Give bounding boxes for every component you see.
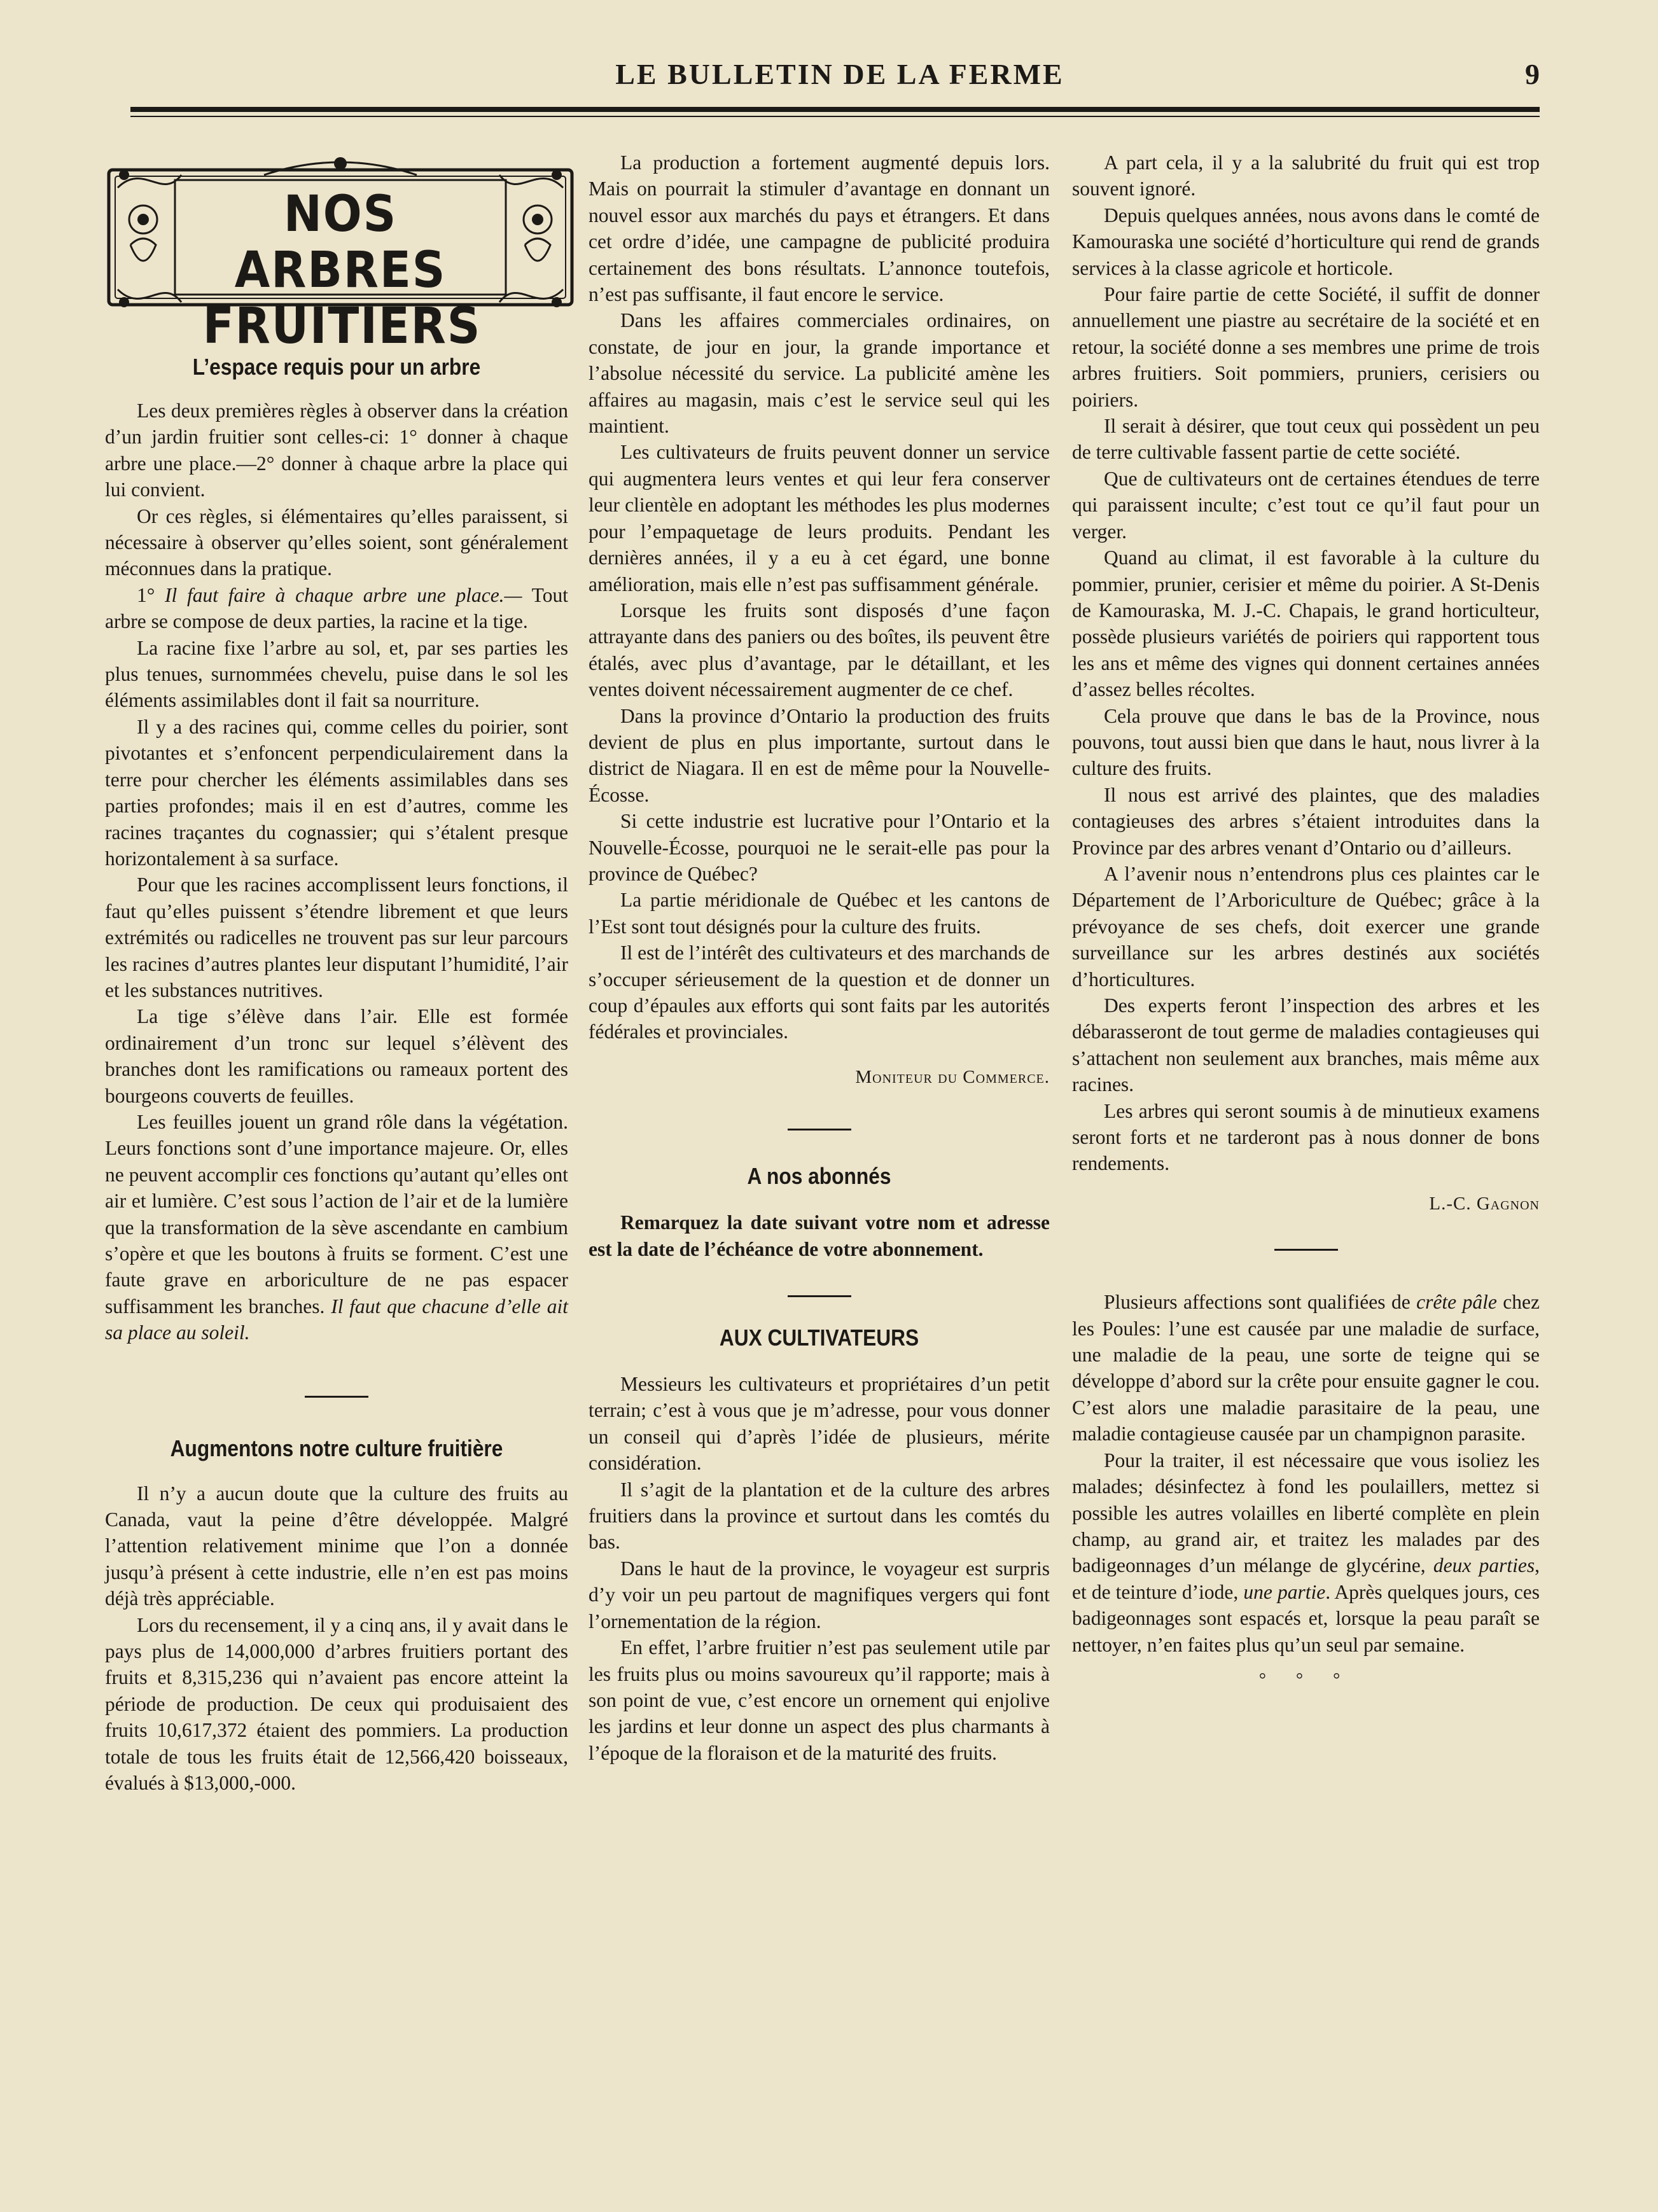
paragraph: Il serait à désirer, que tout ceux qui possèdent un peu de terre cultivable fassent partie de cette société. (1072, 415, 1540, 464)
text-run: chez les Poules: l’une est causée par une maladie de surface, une maladie de la peau, une sorte de teigne qui se développe d’abord sur la crête pour ensuite gagner le cou. C’est alors une maladie parasitaire de la peau, une maladie contagieuse causée par un champignon parasite. (1072, 1291, 1540, 1445)
paragraph: Les arbres qui seront soumis à de minutieux examens seront forts et ne tarderont pas à nous donner de bons rendements. (1072, 1099, 1540, 1175)
paragraph: Lors du recensement, il y a cinq ans, il y avait dans le pays plus de 14,000,000 d’arbres fruitiers portant des fruits et 8,315,236 qui n’avaient pas encore atteint la période de production. De ceux qui produisaient des fruits 10,617,372 étaient des pommiers. La production totale de tous les fruits était de 12,566,420 boisseaux, évalués à $13,000,-000. (105, 1613, 568, 1795)
paragraph: Les deux premières règles à observer dans la création d’un jardin fruitier sont celles-ci: 1° donner à chaque arbre une place.—2° donner à chaque arbre la place qui lui convient. (105, 400, 568, 501)
paragraph: Depuis quelques années, nous avons dans le comté de Kamouraska une société d’horticulture qui rend de grands services à la classe agricole et horticole. (1072, 204, 1540, 279)
text-run: Pour la traiter, il est nécessaire que vous isoliez les malades; désinfectez à fond les poulaillers, mettez si possible les autres volailles en liberté complète en plein champ, au grand air, et traitez les malades par des badigeonnages d’un mélange de glycérine, (1072, 1449, 1540, 1577)
subscriber-notice: Remarquez la date suivant votre nom et adresse est la date de l’échéance de votre abonnement. (589, 1211, 1050, 1260)
paragraph: La partie méridionale de Québec et les cantons de l’Est sont tout désignés pour la culture des fruits. (589, 889, 1050, 938)
notice-heading-abonnes: A nos abonnés (747, 1163, 891, 1190)
publication-title: LE BULLETIN DE LA FERME (615, 58, 1064, 90)
paragraph: Quand au climat, il est favorable à la culture du pommier, prunier, cerisier et même du poirier. A St-Denis de Kamouraska, M. J.-C. Chapais, le grand horticulteur, possède plusieurs variétés de poiriers qui rapportent tous les ans et même des vignes qui donnent certaines années d’assez belles récoltes. (1072, 546, 1540, 701)
signature-gagnon: L.-C. Gagnon (1429, 1193, 1540, 1214)
paragraph: Il y a des racines qui, comme celles du poirier, sont pivotantes et s’enfoncent perpendiculairement dans la terre pour chercher les éléments assimilables dans ses parties profondes; mais il en est d’autres, comme les racines traçantes du cognassier; qui s’étalent presque horizontalement à sa surface. (105, 715, 568, 870)
emphasis-text: crête pâle (1416, 1291, 1497, 1314)
paragraph (105, 1109, 568, 1346)
article-heading-espace: L’espace requis pour un arbre (192, 354, 481, 380)
paragraph (1072, 1289, 1540, 1447)
paragraph: Dans la province d’Ontario la production des fruits devient de plus en plus importante, surtout dans le district de Niagara. Il en est de même pour la Nouvelle-Écosse. (589, 704, 1050, 806)
paragraph: Dans le haut de la province, le voyageur est surpris d’y voir un peu partout de magnifiques vergers qui font l’ornementation de la région. (589, 1557, 1050, 1632)
paragraph: La production a fortement augmenté depuis lors. Mais on pourrait la stimuler d’avantage en donnant un nouvel essor aux marchés du pays et étrangers. Et dans cet ordre d’idée, une campagne de publicité produira certainement des bons résultats. L’annonce toutefois, n’est pas suffisante, il faut encore le service. (589, 151, 1050, 306)
emphasis-text: Il faut que chacune d’elle ait sa place au soleil. (105, 1295, 568, 1344)
paragraph: Pour faire partie de cette Société, il suffit de donner annuellement une piastre au secrétaire de la société et en retour, la société donne a ses membres une prime de trois arbres fruitiers. Soit pommiers, pruniers, cerisiers ou poiriers. (1072, 283, 1540, 411)
column-3 (1072, 150, 1540, 1693)
paragraph: Or ces règles, si élémentaires qu’elles paraissent, si nécessaire à observer qu’elles soient, sont généralement méconnues dans la pratique. (105, 504, 568, 580)
text-run: Plusieurs affections sont qualifiées de (1104, 1291, 1417, 1314)
banner-title (202, 186, 482, 355)
paragraph: Il nous est arrivé des plaintes, que des maladies contagieuses des arbres s’étaient introduites dans la Province par des arbres venant d’Ontario ou d’ailleurs. (1072, 783, 1540, 859)
paragraph: A part cela, il y a la salubrité du fruit qui est trop souvent ignoré. (1072, 151, 1540, 200)
text-run: . Après quelques jours, ces badigeonnages sont espacés et, lorsque la peau paraît se nettoyer, n’en faites plus qu’un seul par semaine. (1072, 1580, 1540, 1656)
paragraph: La tige s’élève dans l’air. Elle est formée ordinairement d’un tronc sur lequel s’élèvent des branches dont les ramifications ou rameaux portent des bourgeons couverts de feuilles. (105, 1005, 568, 1107)
article-heading-augmentons: Augmentons notre culture fruitière (170, 1435, 503, 1461)
signature-moniteur: Moniteur du Commerce. (855, 1066, 1050, 1087)
paragraph: A l’avenir nous n’entendrons plus ces plaintes car le Département de l’Arboriculture de Québec; grâce à la prévoyance de ses chefs, doit exercer une grande surveillance sur les arbres destinés aux sociétés d’horticultures. (1072, 862, 1540, 991)
paragraph: Si cette industrie est lucrative pour l’Ontario et la Nouvelle-Écosse, pourquoi ne le serait-elle pas pour la province de Québec? (589, 810, 1050, 885)
paragraph: Que de cultivateurs ont de certaines étendues de terre qui paraissent inculte; c’est tout ce qu’il faut pour un verger. (1072, 467, 1540, 543)
text-run: Les feuilles jouent un grand rôle dans la végétation. Leurs fonctions sont d’une importance majeure. Or, elles ne peuvent accomplir ces fonctions qu’autant qu’elles ont air et lumière. C’est sous l’action de l’air et de la lumière que la transformation de la sève ascendante en cambium s’opère et que les boutons à fruits se forment. C’est une faute grave en arboriculture de ne pas espacer suffisamment les branches. (105, 1110, 568, 1318)
text-run: 1° (137, 583, 165, 606)
paragraph (105, 582, 568, 635)
section-banner (105, 150, 576, 355)
emphasis-text: Il faut faire à chaque arbre une place.— (165, 583, 522, 606)
column-1 (105, 150, 568, 1797)
paragraph: Lorsque les fruits sont disposés d’une façon attrayante dans des paniers ou des boîtes, ils peuvent être étalés, avec plus d’avantage, par le détaillant, et les ventes doivent nécessairement augmenter de ce chef. (589, 599, 1050, 701)
paragraph: En effet, l’arbre fruitier n’est pas seulement utile par les fruits plus ou moins savoureux qu’il rapporte; mais à son point de vue, c’est encore un ornement qui enjolive les jardins et leur donne un aspect des plus charmants à l’époque de la floraison et de la maturité des fruits. (589, 1636, 1050, 1764)
closing-ornament: ° ° ° (1258, 1669, 1353, 1690)
header-rule-thin (130, 116, 1540, 117)
paragraph: Messieurs les cultivateurs et propriétaires d’un petit terrain; c’est à vous que je m’adresse, pour vous donner un conseil qui d’après l’idée de plusieurs, mérite considération. (589, 1373, 1050, 1475)
page-number: 9 (1525, 58, 1540, 90)
article-heading-cultivateurs: AUX CULTIVATEURS (719, 1325, 919, 1351)
running-header (130, 57, 1549, 95)
emphasis-text: une partie (1243, 1580, 1326, 1603)
emphasis-text: deux parties (1433, 1554, 1535, 1577)
paragraph: Il est de l’intérêt des cultivateurs et des marchands de s’occuper sérieusement de la question et de donner un coup d’épaules aux efforts qui sont faits par les autorités fédérales et provinciales. (589, 942, 1050, 1043)
banner-line-1: NOS ARBRES (234, 186, 447, 299)
paragraph (1072, 1447, 1540, 1658)
header-rule-thick (130, 107, 1540, 112)
banner-line-2: FRUITIERS (202, 298, 482, 355)
paragraph: Cela prouve que dans le bas de la Province, nous pouvons, tout aussi bien que dans le haut, nous livrer à la culture des fruits. (1072, 704, 1540, 780)
paragraph: Il s’agit de la plantation et de la culture des arbres fruitiers dans la province et surtout dans les comtés du bas. (589, 1478, 1050, 1554)
paragraph: Les cultivateurs de fruits peuvent donner un service qui augmentera leurs ventes et qui leur fera conserver leur clientèle en adoptant les méthodes les plus modernes pour l’empaquetage de leurs produits. Pendant les dernières années, il y a eu à cet égard, une bonne amélioration, mais elle n’est pas suffisamment générale. (589, 441, 1050, 595)
text-run: , et de teinture d’iode, (1072, 1554, 1540, 1603)
paragraph: La racine fixe l’arbre au sol, et, par ses parties les plus tenues, surnommées chevelu, puise dans le sol les éléments assimilables dont il fait sa nourriture. (105, 636, 568, 712)
paragraph: Dans les affaires commerciales ordinaires, on constate, de jour en jour, la grande importance et l’absolue nécessité du service. La publicité amène les affaires au magasin, mais c’est le service seul qui les maintient. (589, 309, 1050, 438)
paragraph: Pour que les racines accomplissent leurs fonctions, il faut qu’elles puissent s’étendre librement et que leurs extrémités ou radicelles ne trouvent pas sur leur parcours les racines d’autres plantes leur disputant l’humidité, l’air et les substances nutritives. (105, 873, 568, 1001)
paragraph: Il n’y a aucun doute que la culture des fruits au Canada, vaut la peine d’être développée. Malgré l’attention relativement minime que l’on a donnée jusqu’à présent à cette industrie, elle n’en est pas moins déjà très appréciable. (105, 1482, 568, 1610)
column-2 (589, 150, 1050, 1766)
paragraph: Des experts feront l’inspection des arbres et les débarasseront de tout germe de maladies contagieuses qui s’attachent non seulement aux branches, mais même aux racines. (1072, 994, 1540, 1096)
text-run: Tout arbre se compose de deux parties, la racine et la tige. (105, 583, 568, 633)
